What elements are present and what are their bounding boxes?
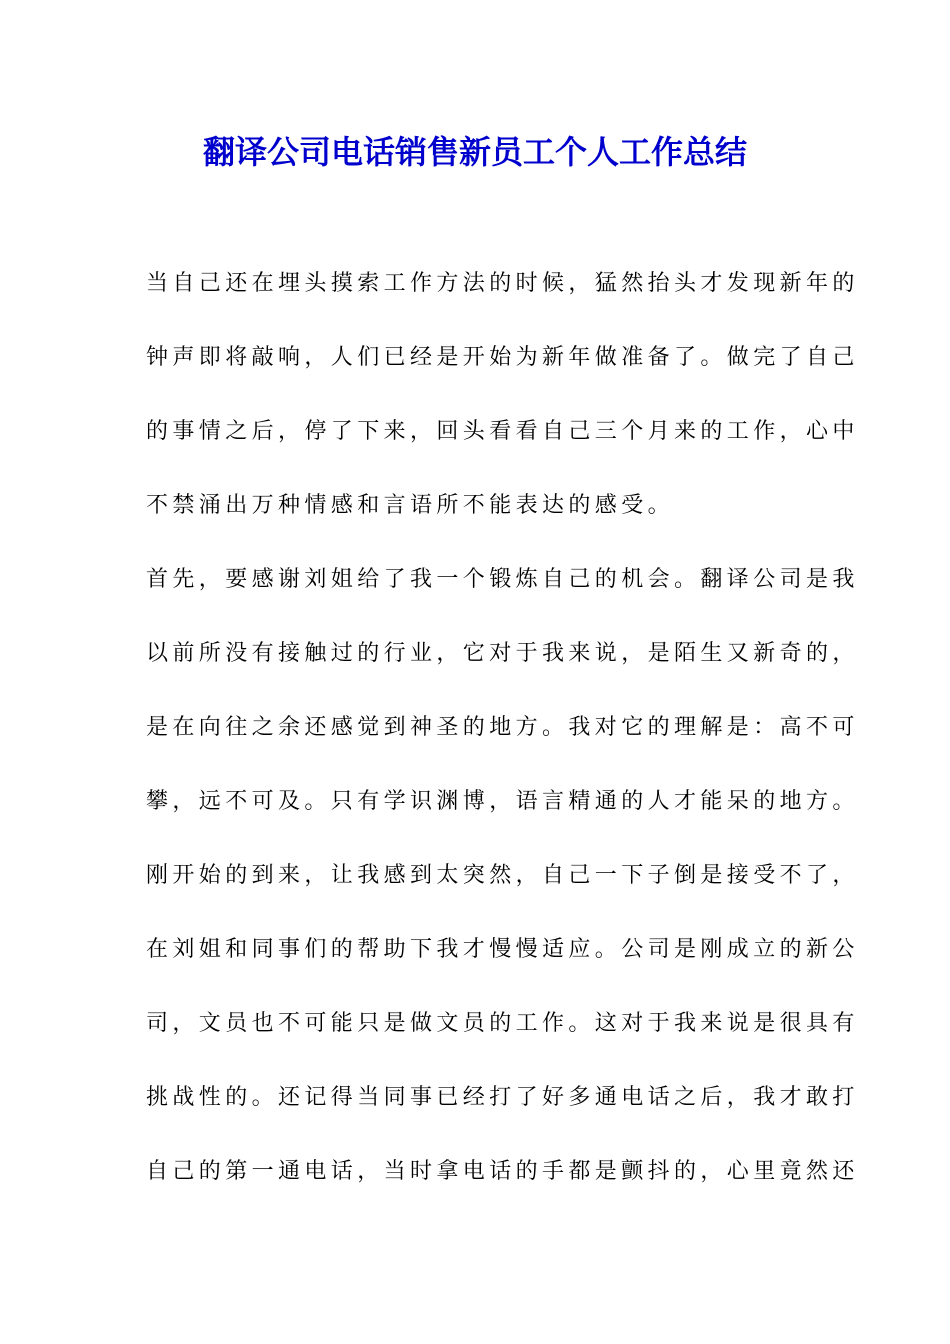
body-line: 以前所没有接触过的行业，它对于我来说，是陌生又新奇的，: [146, 641, 859, 666]
document-body: [146, 259, 859, 1221]
body-line: 自己的第一通电话，当时拿电话的手都是颤抖的，心里竟然还: [146, 1159, 859, 1184]
body-line: 挑战性的。还记得当同事已经打了好多通电话之后，我才敢打: [146, 1085, 859, 1110]
body-line: 攀，远不可及。只有学识渊博，语言精通的人才能呆的地方。: [146, 789, 859, 814]
body-line: 当自己还在埋头摸索工作方法的时候，猛然抬头才发现新年的: [146, 271, 859, 296]
body-line: 刚开始的到来，让我感到太突然，自己一下子倒是接受不了，: [146, 863, 859, 888]
document-title: 翻译公司电话销售新员工个人工作总结: [202, 133, 747, 171]
body-line: 首先，要感谢刘姐给了我一个锻炼自己的机会。翻译公司是我: [146, 567, 859, 592]
body-line: 在刘姐和同事们的帮助下我才慢慢适应。公司是刚成立的新公: [146, 937, 859, 962]
body-line: 是在向往之余还感觉到神圣的地方。我对它的理解是：高不可: [146, 715, 859, 740]
body-line: 司，文员也不可能只是做文员的工作。这对于我来说是很具有: [146, 1011, 859, 1036]
body-line: 的事情之后，停了下来，回头看看自己三个月来的工作，心中: [146, 419, 859, 444]
body-line: 钟声即将敲响，人们已经是开始为新年做准备了。做完了自己: [146, 345, 859, 370]
body-line: 不禁涌出万种情感和言语所不能表达的感受。: [146, 493, 675, 518]
